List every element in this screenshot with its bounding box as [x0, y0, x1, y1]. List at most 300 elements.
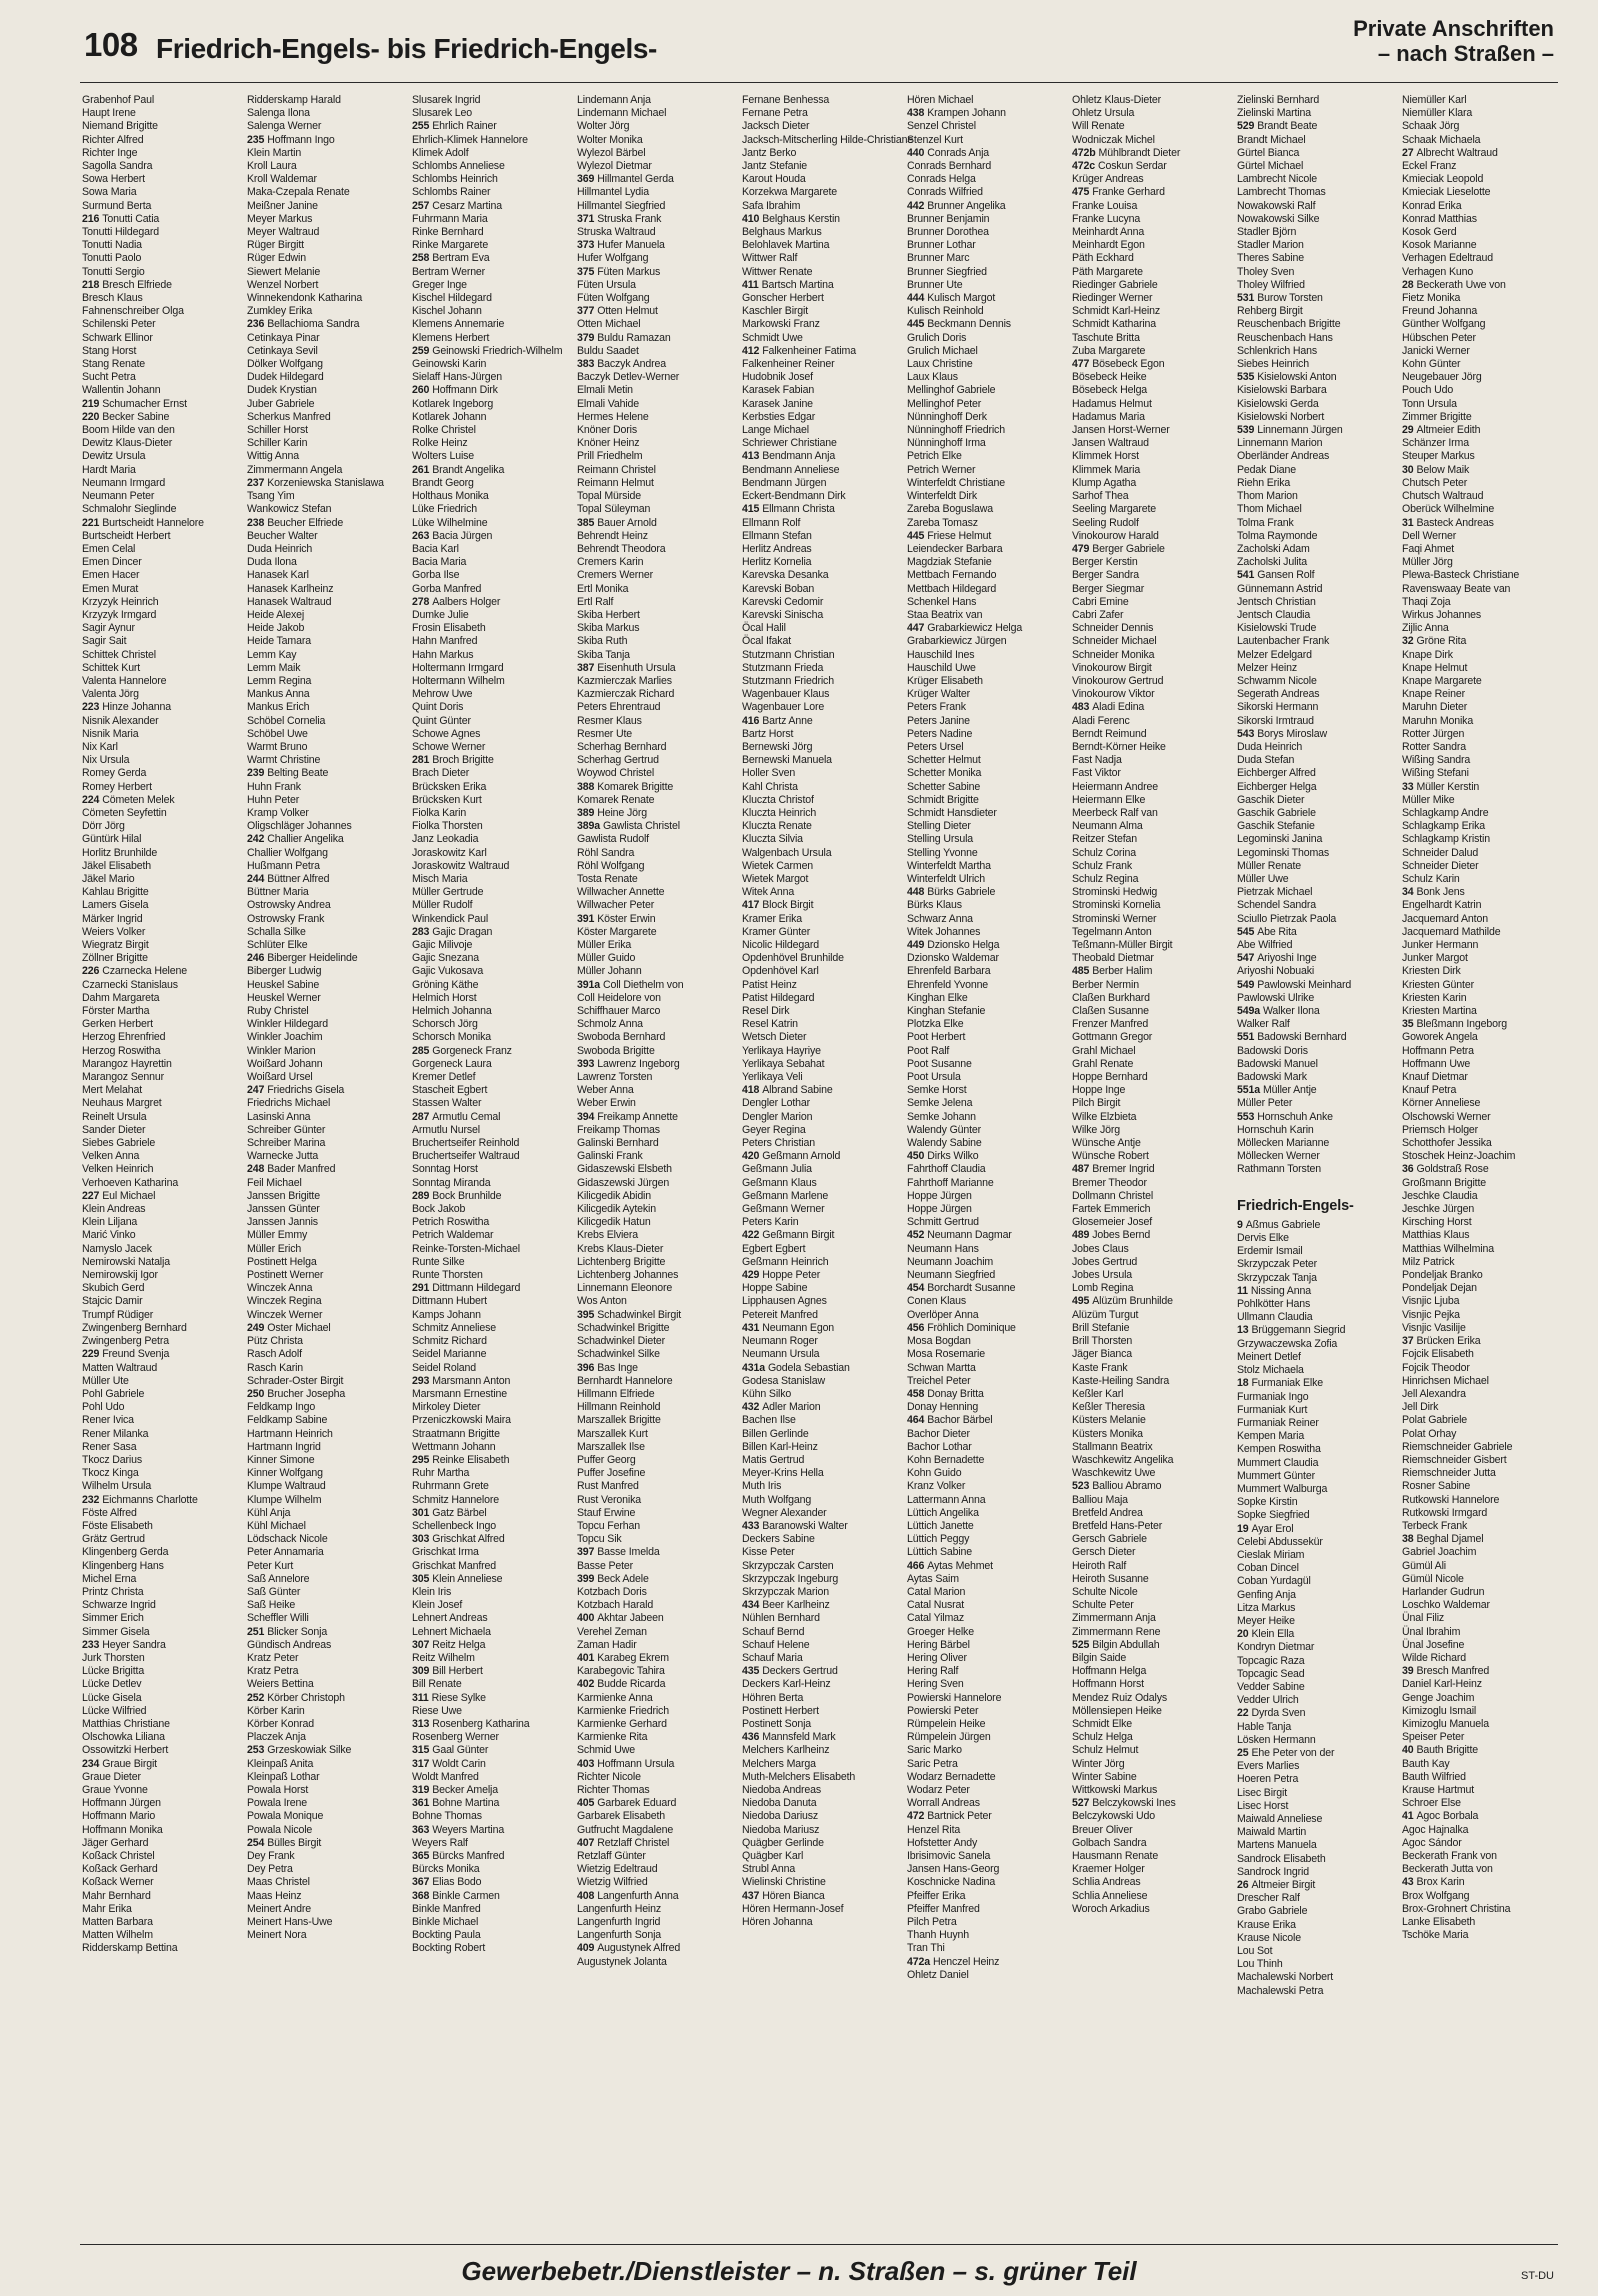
- resident-entry: Marszallek Kurt: [577, 1427, 648, 1440]
- resident-entry: Emen Dincer: [82, 556, 142, 569]
- resident-entry: Richter Nicole: [577, 1770, 641, 1783]
- resident-entry: Saric Petra: [907, 1757, 958, 1770]
- resident-entry: 31 Basteck Andreas: [1402, 516, 1494, 529]
- resident-entry: Postinett Sonja: [742, 1717, 812, 1730]
- resident-entry: Fast Nadja: [1072, 754, 1122, 767]
- resident-entry: Schmalohr Sieglinde: [82, 503, 177, 516]
- resident-entry: Schlagkamp Kristin: [1402, 833, 1490, 846]
- resident-entry: Dervis Elke: [1237, 1232, 1289, 1245]
- resident-entry: Holthaus Monika: [412, 490, 489, 503]
- resident-entry: Emen Hacer: [82, 569, 140, 582]
- resident-entry: Geßmann Klaus: [742, 1176, 817, 1189]
- house-number: 43: [1402, 1876, 1414, 1889]
- resident-entry: Muth Wolfgang: [742, 1493, 812, 1506]
- resident-entry: Reimann Christel: [577, 463, 656, 476]
- resident-entry: 420 Geßmann Arnold: [742, 1150, 841, 1163]
- resident-entry: Hartmann Heinrich: [247, 1427, 333, 1440]
- resident-entry: Gajic Snezana: [412, 952, 479, 965]
- resident-entry: Lüttich Peggy: [907, 1533, 970, 1546]
- house-number: 437: [742, 1889, 760, 1902]
- resident-entry: Willwacher Peter: [577, 899, 655, 912]
- resident-entry: Quägber Gerlinde: [742, 1836, 824, 1849]
- resident-entry: Zimmer Brigitte: [1402, 410, 1472, 423]
- resident-entry: Marszallek Brigitte: [577, 1414, 661, 1427]
- house-number: 391: [577, 912, 595, 925]
- resident-entry: 408 Langenfurth Anna: [577, 1889, 679, 1902]
- resident-entry: Weyers Ralf: [412, 1836, 468, 1849]
- resident-entry: Krebs Elviera: [577, 1229, 639, 1242]
- resident-entry: Stoschek Heinz-Joachim: [1402, 1150, 1516, 1163]
- resident-entry: Komarek Renate: [577, 793, 655, 806]
- resident-entry: Retzlaff Günter: [577, 1850, 646, 1863]
- resident-entry: Lou Thinh: [1237, 1958, 1283, 1971]
- house-number: 396: [577, 1361, 595, 1374]
- resident-entry: Wolter Jörg: [577, 120, 630, 133]
- resident-entry: 253 Grzeskowiak Silke: [247, 1744, 352, 1757]
- house-number: 531: [1237, 292, 1255, 305]
- resident-entry: Schilenski Peter: [82, 318, 156, 331]
- resident-entry: Mankus Erich: [247, 701, 310, 714]
- resident-entry: Hadamus Maria: [1072, 410, 1145, 423]
- house-number: 289: [412, 1189, 430, 1202]
- resident-entry: Ellmann Stefan: [742, 529, 812, 542]
- resident-entry: 226 Czarnecka Helene: [82, 965, 187, 978]
- resident-entry: 43 Brox Karin: [1402, 1876, 1465, 1889]
- resident-entry: Yerlikaya Veli: [742, 1071, 803, 1084]
- resident-entry: 237 Korzeniewska Stanislawa: [247, 476, 384, 489]
- resident-entry: Powala Monique: [247, 1810, 324, 1823]
- resident-entry: 396 Bas Inge: [577, 1361, 638, 1374]
- resident-entry: Geßmann Heinrich: [742, 1255, 829, 1268]
- resident-entry: Maiwald Anneliese: [1237, 1813, 1323, 1825]
- resident-entry: Grischkat Manfred: [412, 1559, 496, 1572]
- resident-entry: Jantz Stefanie: [742, 160, 808, 173]
- resident-entry: Sagir Aynur: [82, 622, 135, 635]
- resident-entry: Ariyoshi Nobuaki: [1237, 965, 1315, 978]
- resident-entry: Zöllner Brigitte: [82, 952, 148, 965]
- resident-entry: Meinert Nora: [247, 1929, 307, 1942]
- resident-entry: Ossowitzki Herbert: [82, 1744, 169, 1757]
- resident-entry: Heiroth Ralf: [1072, 1559, 1127, 1572]
- resident-entry: Schreiber Marina: [247, 1137, 326, 1150]
- resident-entry: Linnemann Marion: [1237, 437, 1323, 450]
- resident-entry: Fernane Benhessa: [742, 94, 830, 106]
- resident-entry: Olschowski Werner: [1402, 1110, 1491, 1123]
- resident-entry: Staa Beatrix van: [907, 608, 983, 621]
- house-number: 293: [412, 1374, 430, 1387]
- resident-entry: Lambrecht Thomas: [1237, 186, 1326, 199]
- resident-entry: Duda Heinrich: [1237, 740, 1303, 753]
- resident-entry: Sonntag Horst: [412, 1163, 478, 1176]
- resident-entry: 393 Lawrenz Ingeborg: [577, 1057, 680, 1070]
- resident-entry: Klump Agatha: [1072, 476, 1137, 489]
- resident-entry: Grulich Doris: [907, 331, 967, 344]
- resident-entry: Strominski Hedwig: [1072, 886, 1158, 899]
- resident-entry: Linnemann Eleonore: [577, 1282, 673, 1295]
- resident-entry: Schlia Anneliese: [1072, 1889, 1148, 1902]
- resident-entry: 229 Freund Svenja: [82, 1348, 170, 1361]
- resident-entry: 252 Körber Christoph: [247, 1691, 345, 1704]
- resident-entry: 545 Abe Rita: [1237, 925, 1297, 938]
- resident-entry: 287 Armutlu Cemal: [412, 1110, 501, 1123]
- house-number: 261: [412, 463, 430, 476]
- resident-entry: Krause Erika: [1237, 1918, 1296, 1931]
- resident-entry: Ohletz Klaus-Dieter: [1072, 94, 1161, 106]
- directory-column: [1072, 94, 1218, 2228]
- resident-entry: Schowe Werner: [412, 740, 486, 753]
- resident-entry: Kisielowski Norbert: [1237, 410, 1325, 423]
- resident-entry: Michel Erna: [82, 1572, 137, 1585]
- resident-entry: Skiba Tanja: [577, 648, 630, 661]
- resident-entry: 489 Jobes Bernd: [1072, 1229, 1151, 1242]
- resident-entry: Walker Ralf: [1237, 1018, 1290, 1031]
- house-number: 449: [907, 939, 925, 951]
- resident-entry: Nemirowski Natalja: [82, 1255, 170, 1268]
- resident-entry: Resel Dirk: [742, 1005, 790, 1018]
- resident-entry: 452 Neumann Dagmar: [907, 1229, 1012, 1242]
- resident-entry: Pohl Gabriele: [82, 1387, 145, 1400]
- resident-entry: Challier Wolfgang: [247, 846, 328, 859]
- directory-column: [1402, 94, 1548, 2228]
- house-number: 422: [742, 1229, 760, 1242]
- resident-entry: Gümül Nicole: [1402, 1572, 1464, 1585]
- house-number: 32: [1402, 635, 1414, 648]
- resident-entry: Friedrichs Michael: [247, 1097, 331, 1110]
- resident-entry: Schrader-Oster Birgit: [247, 1374, 344, 1387]
- directory-column: [412, 94, 563, 2228]
- resident-entry: Salenga Werner: [247, 120, 322, 133]
- resident-entry: Runte Thorsten: [412, 1269, 483, 1282]
- resident-entry: Trumpf Rüdiger: [82, 1308, 154, 1321]
- resident-entry: 315 Gaal Günter: [412, 1744, 489, 1757]
- resident-entry: Schlombs Heinrich: [412, 173, 498, 186]
- resident-entry: Kroll Laura: [247, 160, 297, 173]
- resident-entry: Grätz Gertrud: [82, 1533, 145, 1546]
- house-number: 456: [907, 1321, 925, 1334]
- resident-entry: Hering Ralf: [907, 1665, 959, 1678]
- resident-entry: Postinett Helga: [247, 1255, 317, 1268]
- resident-entry: Wittwer Renate: [742, 265, 813, 278]
- resident-entry: Machalewski Petra: [1237, 1984, 1324, 1997]
- resident-entry: Skrzypczak Ingeburg: [742, 1572, 839, 1585]
- resident-entry: Helmich Johanna: [412, 1005, 492, 1018]
- resident-entry: Wilde Richard: [1402, 1651, 1466, 1664]
- resident-entry: Tsang Yim: [247, 490, 295, 503]
- resident-entry: Marangoz Hayrettin: [82, 1057, 172, 1070]
- resident-entry: Kluczta Heinrich: [742, 806, 817, 819]
- resident-entry: Matthias Wilhelmina: [1402, 1242, 1494, 1255]
- resident-entry: 472 Bartnick Peter: [907, 1810, 992, 1823]
- resident-entry: Kosok Gerd: [1402, 226, 1457, 239]
- resident-entry: Stutzmann Christian: [742, 648, 835, 661]
- resident-entry: Stadler Björn: [1237, 226, 1297, 239]
- resident-entry: Möllensiepen Heike: [1072, 1704, 1162, 1717]
- resident-entry: Namyslo Jacek: [82, 1242, 152, 1255]
- resident-entry: Puffer Josefine: [577, 1467, 646, 1480]
- resident-entry: Vedder Ulrich: [1237, 1694, 1299, 1707]
- resident-entry: 373 Hufer Manuela: [577, 239, 665, 252]
- resident-entry: Wielinski Christine: [742, 1876, 826, 1889]
- resident-entry: Jell Dirk: [1402, 1401, 1439, 1414]
- resident-entry: Rasch Adolf: [247, 1348, 302, 1361]
- resident-entry: Wos Anton: [577, 1295, 627, 1308]
- resident-entry: 257 Cesarz Martina: [412, 199, 502, 212]
- resident-entry: 547 Ariyoshi Inge: [1237, 952, 1317, 965]
- directory-column: [907, 94, 1053, 2228]
- resident-entry: Steuper Markus: [1402, 450, 1475, 463]
- resident-entry: Hinrichsen Michael: [1402, 1374, 1489, 1387]
- resident-entry: Richter Alfred: [82, 133, 144, 146]
- resident-entry: Semke Horst: [907, 1084, 967, 1097]
- house-number: 367: [412, 1876, 430, 1889]
- resident-entry: Neumann Peter: [82, 490, 155, 503]
- resident-entry: Behrendt Theodora: [577, 542, 666, 555]
- resident-entry: Coban Yurdagül: [1237, 1575, 1311, 1588]
- resident-entry: Kleinpaß Anita: [247, 1757, 314, 1770]
- resident-entry: Hahn Markus: [412, 648, 474, 661]
- house-number: 483: [1072, 701, 1090, 714]
- resident-entry: Nix Ursula: [82, 754, 130, 767]
- resident-entry: Wagenbauer Lore: [742, 701, 825, 714]
- resident-entry: Schlagkamp Andre: [1402, 806, 1489, 819]
- resident-entry: Schreiber Günter: [247, 1123, 326, 1136]
- resident-entry: Wylezol Bärbel: [577, 146, 646, 159]
- resident-entry: Wallentin Johann: [82, 384, 161, 397]
- resident-entry: Nisnik Maria: [82, 727, 139, 740]
- resident-entry: Konrad Matthias: [1402, 212, 1477, 225]
- resident-entry: Ünal Josefine: [1402, 1638, 1465, 1651]
- resident-entry: Mettbach Hildegard: [907, 582, 997, 595]
- resident-entry: Bill Renate: [412, 1678, 462, 1691]
- resident-entry: Armutlu Nursel: [412, 1123, 480, 1136]
- resident-entry: Breuer Oliver: [1072, 1823, 1133, 1836]
- house-number: 379: [577, 331, 595, 344]
- directory-column: [742, 94, 914, 2228]
- resident-entry: Kotzbach Harald: [577, 1599, 654, 1612]
- resident-entry: 549 Pawlowski Meinhard: [1237, 978, 1352, 991]
- house-number: 545: [1237, 925, 1255, 938]
- resident-entry: Schlia Andreas: [1072, 1876, 1141, 1889]
- resident-entry: 260 Hoffmann Dirk: [412, 384, 498, 397]
- resident-entry: Brandt Michael: [1237, 133, 1306, 146]
- resident-entry: Kaste-Heiling Sandra: [1072, 1374, 1170, 1387]
- resident-entry: 307 Reitz Helga: [412, 1638, 486, 1651]
- resident-entry: Nicolic Hildegard: [742, 939, 819, 951]
- resident-entry: Jeschke Jürgen: [1402, 1203, 1475, 1216]
- resident-entry: Kroll Waldemar: [247, 173, 317, 186]
- resident-entry: Frenzer Manfred: [1072, 1018, 1149, 1031]
- resident-entry: Deckers Sabine: [742, 1533, 815, 1546]
- resident-entry: Grabarkiewicz Jürgen: [907, 635, 1007, 648]
- resident-entry: 219 Schumacher Ernst: [82, 397, 187, 410]
- resident-entry: Müller Johann: [577, 965, 642, 978]
- resident-entry: Neumann Siegfried: [907, 1269, 996, 1282]
- resident-entry: Garbarek Elisabeth: [577, 1810, 665, 1823]
- resident-entry: Kühl Anja: [247, 1506, 291, 1519]
- house-number: 36: [1402, 1163, 1414, 1176]
- resident-entry: Falkenheiner Reiner: [742, 358, 835, 371]
- resident-entry: Weiers Volker: [82, 925, 146, 938]
- house-number: 394: [577, 1110, 595, 1123]
- resident-entry: Simmer Erich: [82, 1612, 144, 1625]
- resident-entry: Schaak Jörg: [1402, 120, 1460, 133]
- resident-entry: Grahl Renate: [1072, 1057, 1134, 1070]
- resident-entry: 434 Beer Karlheinz: [742, 1599, 830, 1612]
- resident-entry: 431a Godela Sebastian: [742, 1361, 850, 1374]
- resident-entry: Maruhn Dieter: [1402, 701, 1468, 714]
- resident-entry: Büttner Maria: [247, 886, 309, 899]
- resident-entry: Maka-Czepala Renate: [247, 186, 350, 199]
- resident-entry: 258 Bertram Eva: [412, 252, 490, 265]
- resident-entry: Treichel Peter: [907, 1374, 971, 1387]
- house-number: 251: [247, 1625, 265, 1638]
- resident-entry: Ridderskamp Harald: [247, 94, 341, 106]
- resident-entry: Schneider Monika: [1072, 648, 1155, 661]
- resident-entry: 391 Köster Erwin: [577, 912, 656, 925]
- resident-entry: Kaschler Birgit: [742, 305, 809, 318]
- resident-entry: Öcal Halil: [742, 622, 786, 635]
- resident-entry: Franke Lucyna: [1072, 212, 1141, 225]
- resident-entry: Niedoba Danuta: [742, 1797, 817, 1810]
- resident-entry: Janssen Brigitte: [247, 1189, 320, 1202]
- resident-entry: Junker Margot: [1402, 952, 1468, 965]
- house-number: 247: [247, 1084, 265, 1097]
- resident-entry: Drescher Ralf: [1237, 1892, 1300, 1905]
- resident-entry: Wiegratz Birgit: [82, 939, 149, 951]
- house-number: 397: [577, 1546, 595, 1559]
- house-number: 445: [907, 318, 925, 331]
- resident-entry: Wankowicz Stefan: [247, 503, 332, 516]
- resident-entry: Hoffmann Helga: [1072, 1665, 1147, 1678]
- house-number: 20: [1237, 1628, 1249, 1641]
- resident-entry: Lamers Gisela: [82, 899, 149, 912]
- resident-entry: Thom Michael: [1237, 503, 1302, 516]
- resident-entry: Senzel Christel: [907, 120, 976, 133]
- resident-entry: 541 Gansen Rolf: [1237, 569, 1315, 582]
- resident-entry: Karevski Boban: [742, 582, 815, 595]
- resident-entry: Tonutti Sergio: [82, 265, 145, 278]
- resident-entry: Schadwinkel Brigitte: [577, 1321, 670, 1334]
- resident-entry: Kischel Johann: [412, 305, 482, 318]
- footer-reference-text: Gewerbebetr./Dienstleister – n. Straßen – s. grüner Teil: [461, 2256, 1137, 2286]
- resident-entry: Furmaniak Ingo: [1237, 1390, 1309, 1403]
- house-number: 234: [82, 1757, 100, 1770]
- house-number: 402: [577, 1678, 595, 1691]
- house-number: 417: [742, 899, 760, 912]
- resident-entry: Hören Hermann-Josef: [742, 1902, 844, 1915]
- resident-entry: Möllecken Marianne: [1237, 1137, 1330, 1150]
- resident-entry: Herlitz Kornelia: [742, 556, 812, 569]
- resident-entry: Schiller Karin: [247, 437, 308, 450]
- resident-entry: Krzyzyk Heinrich: [82, 595, 159, 608]
- resident-entry: Möllecken Werner: [1237, 1150, 1320, 1163]
- resident-entry: Schwan Martta: [907, 1361, 976, 1374]
- resident-entry: Lehnert Michaela: [412, 1625, 491, 1638]
- resident-entry: Kisielowski Gerda: [1237, 397, 1319, 410]
- resident-entry: 543 Borys Miroslaw: [1237, 727, 1327, 740]
- resident-entry: Mummert Günter: [1237, 1469, 1315, 1482]
- house-number: 489: [1072, 1229, 1090, 1242]
- resident-entry: Simmer Gisela: [82, 1625, 150, 1638]
- resident-entry: Jäkel Elisabeth: [82, 859, 152, 872]
- resident-entry: Behrendt Heinz: [577, 529, 648, 542]
- resident-entry: Haupt Irene: [82, 107, 136, 120]
- resident-entry: Joraskowitz Karl: [412, 846, 487, 859]
- house-number: 549a: [1237, 1005, 1260, 1018]
- resident-entry: Alüzüm Turgut: [1072, 1308, 1139, 1321]
- resident-entry: Dahm Margareta: [82, 991, 160, 1004]
- resident-entry: Scherhag Gertrud: [577, 754, 659, 767]
- resident-entry: Karabegovic Tahira: [577, 1665, 665, 1678]
- resident-entry: 535 Kisielowski Anton: [1237, 371, 1337, 384]
- resident-entry: Lawrenz Torsten: [577, 1071, 653, 1084]
- resident-entry: 232 Eichmanns Charlotte: [82, 1493, 198, 1506]
- resident-entry: Golbach Sandra: [1072, 1836, 1147, 1849]
- resident-entry: Ruhr Martha: [412, 1467, 470, 1480]
- resident-entry: Röhl Sandra: [577, 846, 635, 859]
- resident-entry: Quägber Karl: [742, 1850, 804, 1863]
- house-number: 393: [577, 1057, 595, 1070]
- house-number: 219: [82, 397, 100, 410]
- house-number: 237: [247, 476, 265, 489]
- house-number: 263: [412, 529, 430, 542]
- resident-entry: Marszallek Ilse: [577, 1440, 645, 1453]
- resident-entry: Winter Sabine: [1072, 1770, 1137, 1783]
- resident-entry: 291 Dittmann Hildegard: [412, 1282, 521, 1295]
- resident-entry: Valenta Jörg: [82, 688, 139, 701]
- resident-entry: Saß Günter: [247, 1585, 301, 1598]
- resident-entry: Kahlau Brigitte: [82, 886, 149, 899]
- resident-entry: Schulz Karin: [1402, 872, 1460, 885]
- resident-entry: Kisielowski Barbara: [1237, 384, 1327, 397]
- house-number: 479: [1072, 542, 1090, 555]
- resident-entry: Siebes Gabriele: [82, 1137, 156, 1150]
- resident-entry: Lücke Wilfried: [82, 1704, 147, 1717]
- resident-entry: 27 Albrecht Waltraud: [1402, 146, 1498, 159]
- resident-entry: Peter Annamaria: [247, 1546, 324, 1559]
- resident-entry: 402 Budde Ricarda: [577, 1678, 666, 1691]
- resident-entry: 389a Gawlista Christel: [577, 820, 680, 833]
- resident-entry: Bachen Ilse: [742, 1414, 796, 1427]
- house-number: 373: [577, 239, 595, 252]
- resident-entry: Berndt Reimund: [1072, 727, 1147, 740]
- resident-entry: Bacia Maria: [412, 556, 467, 569]
- resident-entry: Niedoba Mariusz: [742, 1823, 820, 1836]
- section-title-line-2: – nach Straßen –: [1377, 41, 1554, 66]
- resident-entry: Coban Dincel: [1237, 1562, 1299, 1575]
- resident-entry: Tonutti Paolo: [82, 252, 142, 265]
- resident-entry: Schwarze Ingrid: [82, 1599, 156, 1612]
- resident-entry: Dey Frank: [247, 1850, 295, 1863]
- resident-entry: Grzywaczewska Zofia: [1237, 1337, 1338, 1350]
- resident-entry: Wilke Jörg: [1072, 1123, 1120, 1136]
- resident-entry: Lüke Wilhelmine: [412, 516, 488, 529]
- resident-entry: Mummert Walburga: [1237, 1482, 1328, 1495]
- resident-entry: Oligschläger Johannes: [247, 820, 352, 833]
- resident-entry: Krüger Andreas: [1072, 173, 1144, 186]
- house-number: 250: [247, 1387, 265, 1400]
- resident-entry: Romey Gerda: [82, 767, 147, 780]
- resident-entry: Junker Hermann: [1402, 939, 1479, 951]
- resident-entry: Schiller Horst: [247, 424, 308, 437]
- resident-entry: Will Renate: [1072, 120, 1125, 133]
- resident-entry: Höhren Berta: [742, 1691, 804, 1704]
- resident-entry: Ohletz Daniel: [907, 1968, 969, 1981]
- resident-entry: Rüger Edwin: [247, 252, 307, 265]
- resident-entry: Gidaszewski Jürgen: [577, 1176, 670, 1189]
- resident-entry: Petrich Elke: [907, 450, 962, 463]
- resident-entry: Gidaszewski Elsbeth: [577, 1163, 672, 1176]
